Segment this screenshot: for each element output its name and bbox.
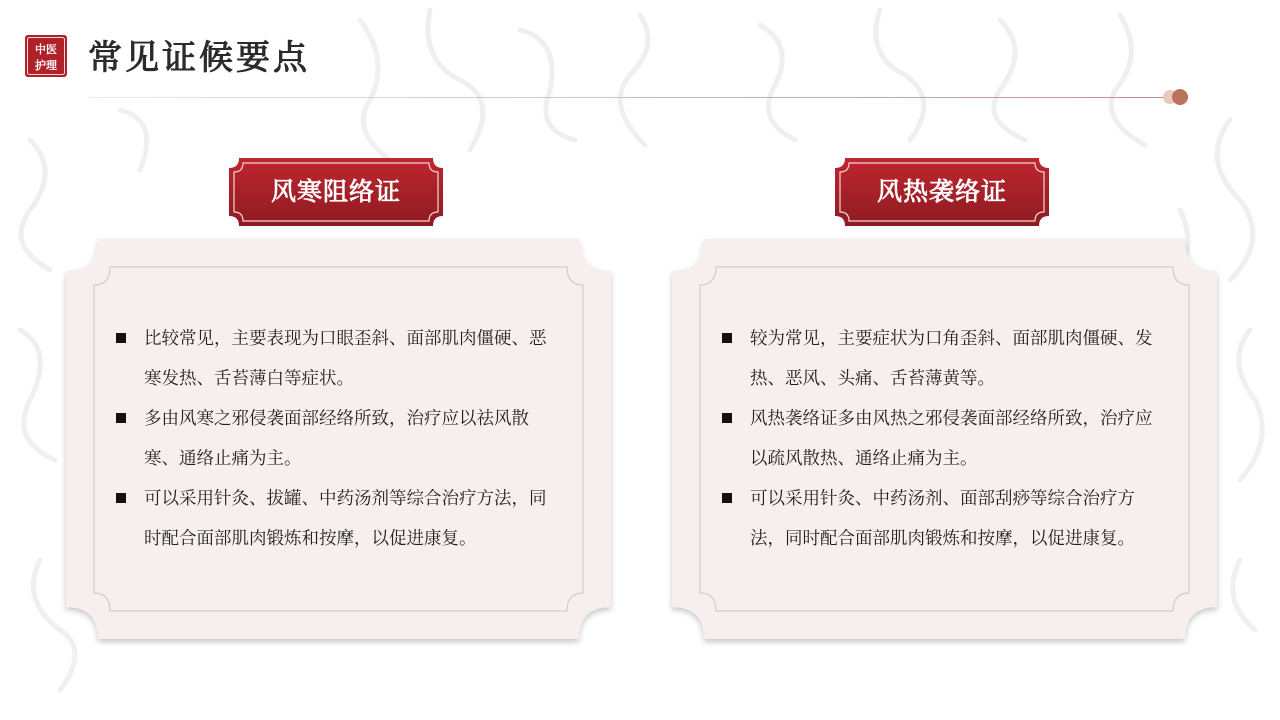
logo-seal — [24, 34, 68, 78]
list-item — [716, 479, 1166, 559]
bullet-list — [716, 319, 1166, 559]
svg-text:中医: 中医 — [35, 43, 57, 56]
bullet-text: 风热袭络证多由风热之邪侵袭面部经络所致，治疗应以疏风散热、通络止痛为主。 — [750, 409, 1153, 469]
bullet-text: 比较常见，主要表现为口眼歪斜、面部肌肉僵硬、恶寒发热、舌苔薄白等症状。 — [144, 329, 547, 389]
square-bullet-icon — [722, 413, 732, 423]
bullet-text: 较为常见，主要症状为口角歪斜、面部肌肉僵硬、发热、恶风、头痛、舌苔薄黄等。 — [750, 329, 1153, 389]
list-item — [110, 399, 560, 479]
square-bullet-icon — [722, 493, 732, 503]
svg-text:护理: 护理 — [35, 59, 57, 72]
list-item — [110, 319, 560, 399]
bullet-list — [110, 319, 560, 559]
bullet-text: 可以采用针灸、中药汤剂、面部刮痧等综合治疗方法，同时配合面部肌肉锻炼和按摩，以促进康复。 — [750, 489, 1135, 549]
square-bullet-icon — [116, 333, 126, 343]
square-bullet-icon — [116, 493, 126, 503]
panel-heading: 风寒阻络证 — [270, 177, 401, 206]
page-title: 常见证候要点 — [88, 38, 310, 78]
heading-plaque — [229, 158, 443, 226]
heading-plaque — [835, 158, 1049, 226]
list-item — [716, 399, 1166, 479]
panel-wind-heat — [672, 155, 1217, 645]
square-bullet-icon — [116, 413, 126, 423]
bullet-text: 可以采用针灸、拔罐、中药汤剂等综合治疗方法，同时配合面部肌肉锻炼和按摩，以促进康复。 — [144, 489, 547, 549]
panel-wind-cold — [66, 155, 611, 645]
list-item — [716, 319, 1166, 399]
list-item — [110, 479, 560, 559]
divider-ornament-icon — [1158, 87, 1194, 107]
header-divider — [88, 97, 1168, 98]
panel-heading: 风热袭络证 — [876, 177, 1007, 206]
square-bullet-icon — [722, 333, 732, 343]
bullet-text: 多由风寒之邪侵袭面部经络所致，治疗应以祛风散寒、通络止痛为主。 — [144, 409, 529, 469]
